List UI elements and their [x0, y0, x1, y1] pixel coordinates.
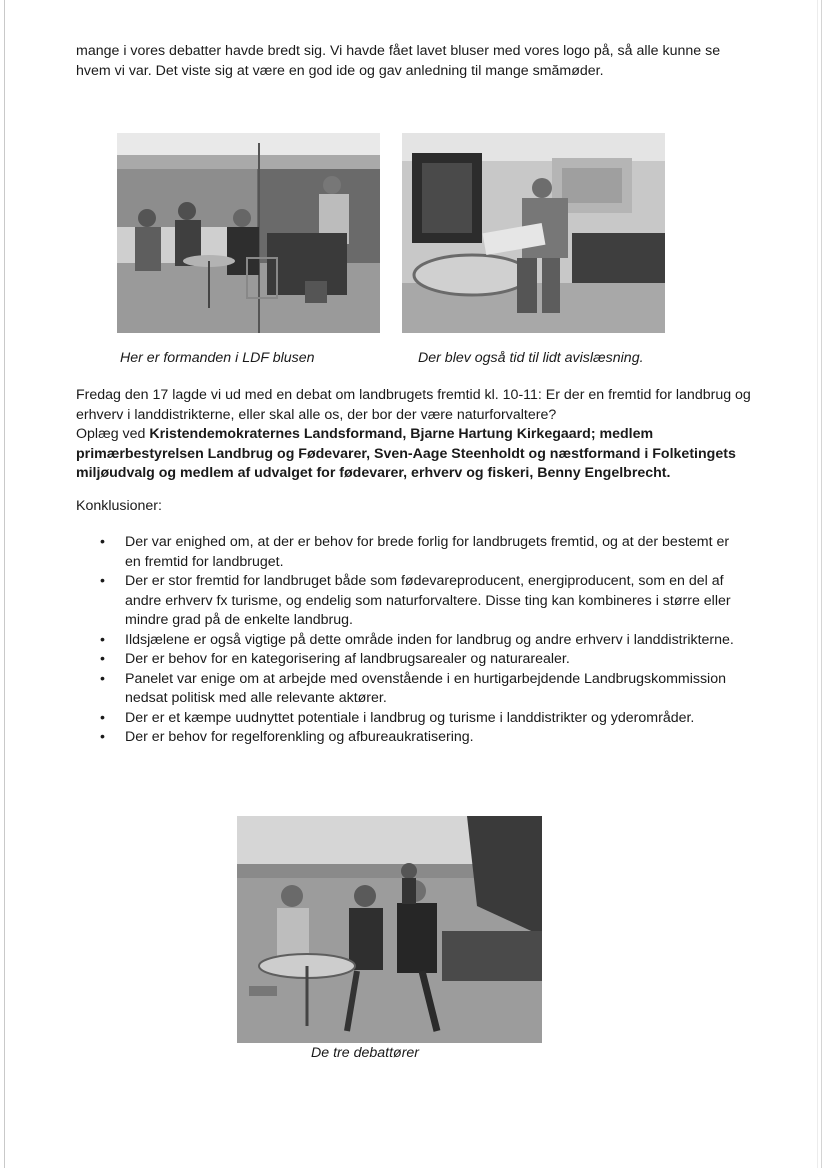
- conclusion-item: [96, 631, 736, 651]
- conclusion-item: [96, 728, 736, 748]
- photo-avislaesning: [402, 133, 665, 333]
- bullet-icon: •: [100, 709, 105, 726]
- speakers-lead: Oplæg ved: [76, 426, 150, 442]
- speakers-names: Kristendemokraternes Landsformand, Bjarne Hartung Kirkegaard; medlem primærbestyrelsen Landbrug og Fødevarer, Sven-Aage Steenholdt og næstformand i Folketingets miljøudvalg og medlem af udvalget for fødevarer, erhverv og fiskeri, Benny Engelbrecht.: [76, 426, 736, 482]
- conclusion-item: [96, 650, 736, 670]
- bullet-icon: •: [100, 573, 105, 589]
- conclusion-text: Der er stor fremtid for landbruget både som fødevareproducent, energiproducent, som en del af andre erhverv fx turisme, og endelig som naturforvaltere. Disse ting kan kombineres i større eller mindre grad på de enkelte landbrug.: [125, 573, 731, 628]
- conclusion-text: Der er et kæmpe uudnyttet potentiale i landbrug og turisme i landdistrikter og yderområder.: [125, 709, 695, 726]
- bullet-icon: •: [100, 670, 105, 687]
- conclusion-text: Panelet var enige om at arbejde med ovenstående i en hurtigarbejdende Landbrugskommission nedsat politisk med alle relevante aktører.: [125, 670, 726, 706]
- conclusion-item: [96, 533, 736, 572]
- conclusion-text: Der er behov for regelforenkling og afbureaukratisering.: [125, 729, 474, 745]
- conclusion-text: Der var enighed om, at der er behov for brede forlig for landbrugets fremtid, og at der bestemt er en fremtid for landbruget.: [125, 534, 730, 570]
- bullet-icon: •: [100, 631, 105, 648]
- scan-edge-right-inner: [817, 0, 818, 1168]
- conclusion-text: Ildsjælene er også vigtige på dette område inden for landbrug og andre erhverv i landdistrikterne.: [125, 631, 734, 648]
- bullet-icon: •: [100, 651, 105, 667]
- photo-1-caption: Her er formanden i LDF blusen: [120, 350, 315, 366]
- conclusions-list: [96, 533, 736, 748]
- photo-3-caption: De tre debattører: [311, 1045, 420, 1061]
- photo-2-caption: Der blev også tid til lidt avislæsning.: [418, 350, 644, 366]
- conclusion-item: [96, 572, 736, 631]
- conclusion-item: [96, 709, 736, 729]
- conclusion-text: Der er behov for en kategorisering af landbrugsarealer og naturarealer.: [125, 651, 570, 667]
- conclusions-heading: Konklusioner:: [76, 498, 162, 514]
- intro-paragraph: mange i vores debatter havde bredt sig. Vi havde fået lavet bluser med vores logo på, så alle kunne se hvem vi var. Det viste sig at være en god ide og gav anledning til mange smămøder.: [76, 43, 721, 79]
- bullet-icon: •: [100, 729, 105, 745]
- photo-formanden: [117, 133, 380, 333]
- scan-edge-left: [4, 0, 5, 1168]
- bullet-icon: •: [100, 534, 105, 550]
- scan-edge-right: [821, 0, 822, 1168]
- speakers-paragraph: [76, 425, 756, 484]
- photo-debattoerer: [237, 816, 542, 1043]
- debate-paragraph: Fredag den 17 lagde vi ud med en debat om landbrugets fremtid kl. 10-11: Er der en fremtid for landbrug og erhverv i landdistrikterne, eller skal alle os, der bor der være naturforvaltere?: [76, 387, 751, 423]
- conclusion-item: [96, 670, 736, 709]
